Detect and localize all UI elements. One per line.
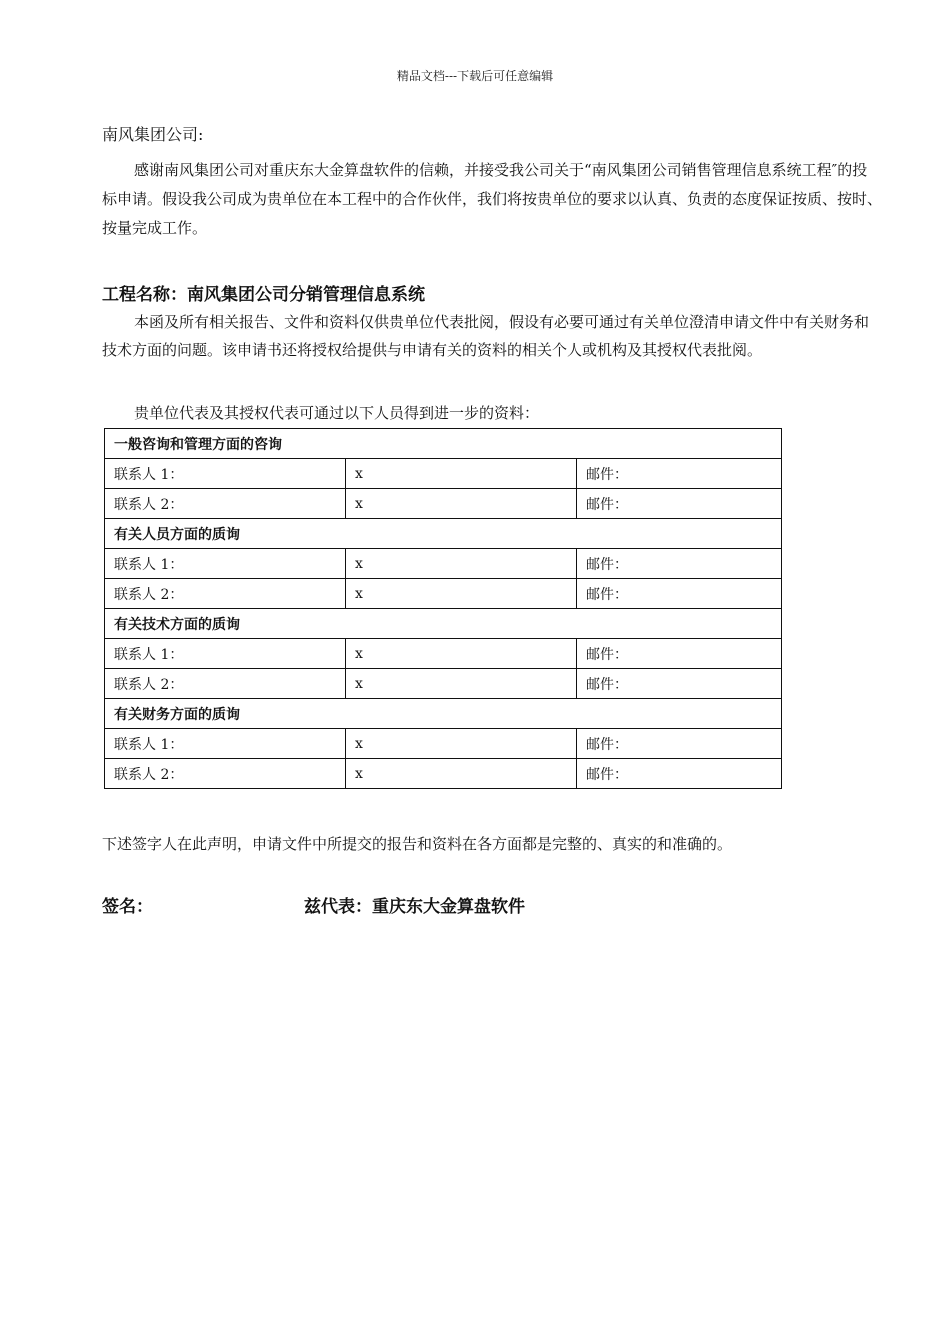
email-label: 邮件： (577, 489, 782, 519)
table-row (105, 489, 782, 519)
table-section-row (105, 609, 782, 639)
contact-value: x (346, 459, 577, 489)
contact-value: x (346, 579, 577, 609)
table-section-row (105, 699, 782, 729)
contact-intro: 贵单位代表及其授权代表可通过以下人员得到进一步的资料： (134, 404, 540, 422)
table-row (105, 669, 782, 699)
contact-label: 联系人 1： (105, 729, 346, 759)
email-label: 邮件： (577, 639, 782, 669)
table-row (105, 639, 782, 669)
signature-label: 签名： (102, 897, 153, 917)
intro-paragraph: 感谢南风集团公司对重庆东大金算盘软件的信赖，并接受我公司关于“南风集团公司销售管理信息系统工程″的投标申请。假设我公司成为贵单位在本工程中的合作伙伴，我们将按贵单位的要求以认真、负责的态度保证按质、按时、按量完成工作。 (102, 161, 883, 237)
contact-label: 联系人 1： (105, 639, 346, 669)
section-title: 有关人员方面的质询 (105, 519, 782, 549)
contact-value: x (346, 639, 577, 669)
representative-line: 兹代表：重庆东大金算盘软件 (304, 897, 525, 917)
email-label: 邮件： (577, 549, 782, 579)
declaration: 下述签字人在此声明，申请文件中所提交的报告和资料在各方面都是完整的、真实的和准确的。 (102, 835, 733, 853)
table-row (105, 759, 782, 789)
contact-value: x (346, 759, 577, 789)
contact-value: x (346, 549, 577, 579)
email-label: 邮件： (577, 669, 782, 699)
table-row (105, 729, 782, 759)
contact-label: 联系人 1： (105, 549, 346, 579)
email-label: 邮件： (577, 579, 782, 609)
project-title: 工程名称：南风集团公司分销管理信息系统 (102, 285, 425, 305)
email-label: 邮件： (577, 759, 782, 789)
contact-label: 联系人 2： (105, 759, 346, 789)
section-title: 一般咨询和管理方面的咨询 (105, 429, 782, 459)
section-title: 有关财务方面的质询 (105, 699, 782, 729)
body-paragraph: 本函及所有相关报告、文件和资料仅供贵单位代表批阅，假设有必要可通过有关单位澄清申请文件中有关财务和技术方面的问题。该申请书还将授权给提供与申请有关的资料的相关个人或机构及其授权代表批阅。 (102, 313, 870, 359)
table-section-row (105, 429, 782, 459)
contact-label: 联系人 2： (105, 489, 346, 519)
contact-value: x (346, 669, 577, 699)
contact-value: x (346, 489, 577, 519)
contact-label: 联系人 2： (105, 669, 346, 699)
contact-value: x (346, 729, 577, 759)
email-label: 邮件： (577, 459, 782, 489)
contact-label: 联系人 1： (105, 459, 346, 489)
table-row (105, 549, 782, 579)
salutation: 南风集团公司: (102, 125, 204, 144)
contact-label: 联系人 2： (105, 579, 346, 609)
section-title: 有关技术方面的质询 (105, 609, 782, 639)
table-section-row (105, 519, 782, 549)
table-row (105, 459, 782, 489)
header-note: 精品文档---下载后可任意编辑 (396, 69, 554, 83)
contacts-table (104, 428, 782, 789)
table-row (105, 579, 782, 609)
email-label: 邮件： (577, 729, 782, 759)
